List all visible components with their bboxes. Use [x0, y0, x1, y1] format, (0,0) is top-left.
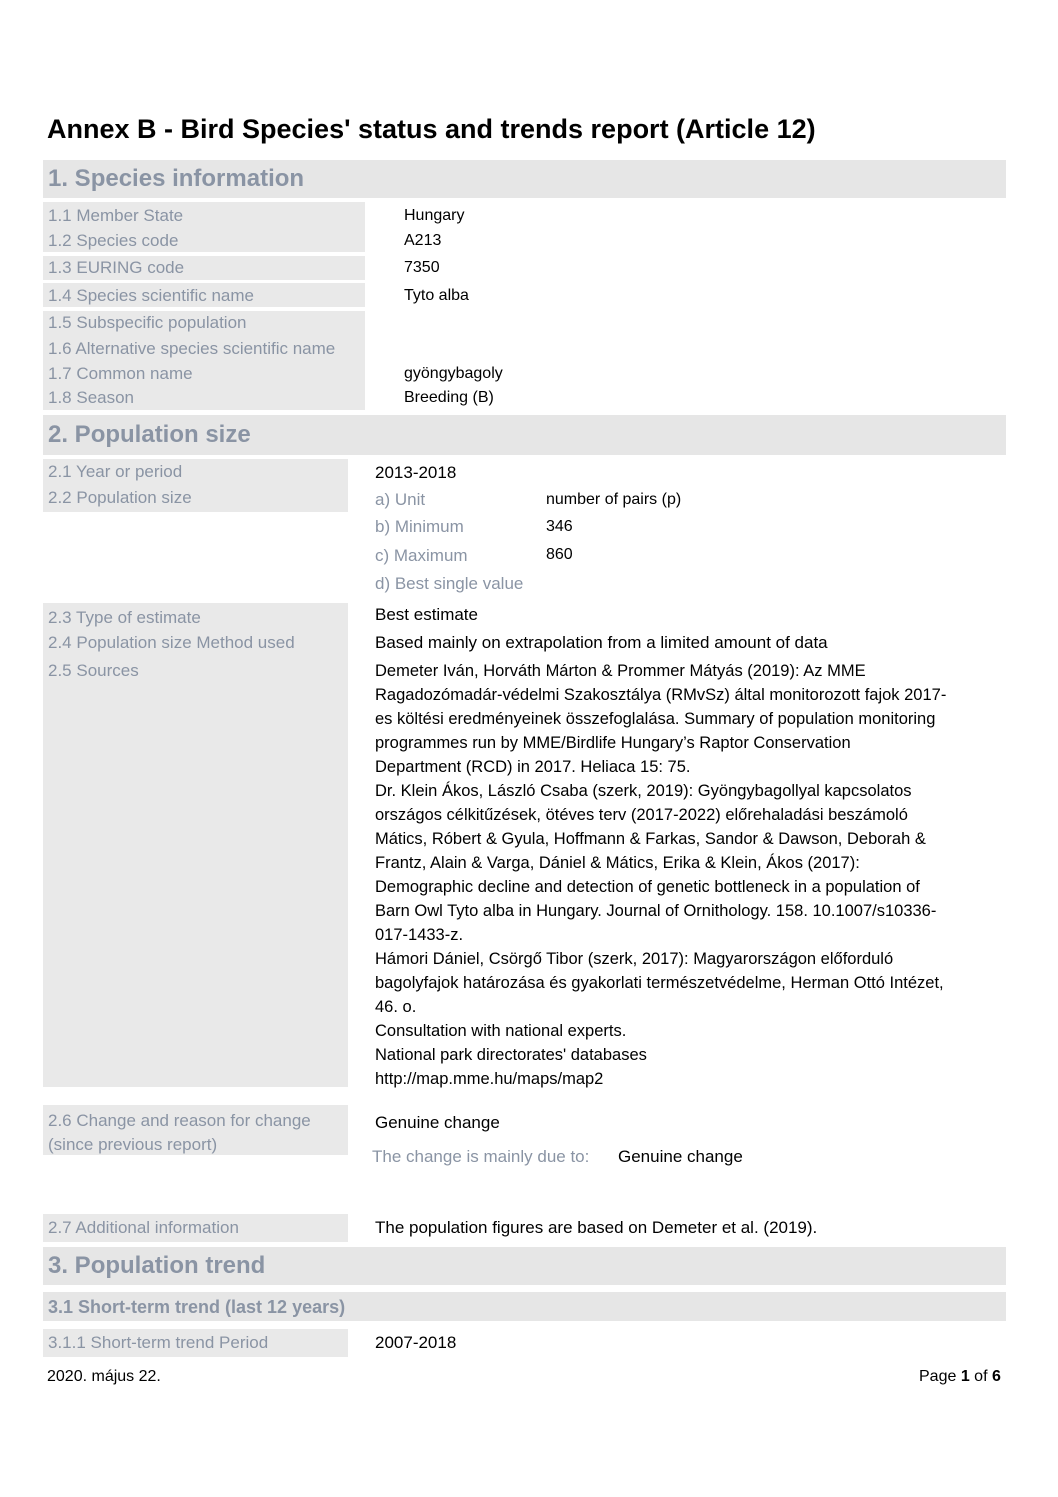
alt-scientific-name-label: 1.6 Alternative species scientific name [48, 339, 336, 358]
additional-info-label: 2.7 Additional information [48, 1218, 239, 1237]
sources-line: Frantz, Alain & Varga, Dániel & Mátics, Erika & Klein, Ákos (2017): [375, 854, 860, 872]
scientific-name-value: Tyto alba [404, 287, 469, 304]
change-reason-label-line2: (since previous report) [48, 1135, 218, 1154]
sources-line: Dr. Klein Ákos, László Csaba (szerk, 2019): Gyöngybagollyal kapcsolatos [375, 782, 912, 800]
common-name-label: 1.7 Common name [48, 364, 193, 383]
scientific-name-label: 1.4 Species scientific name [48, 286, 254, 305]
unit-label: a) Unit [375, 490, 426, 509]
euring-code-label: 1.3 EURING code [48, 258, 185, 277]
unit-value: number of pairs (p) [546, 491, 682, 508]
euring-code-value: 7350 [404, 259, 440, 276]
method-used-value: Based mainly on extrapolation from a limited amount of data [375, 633, 828, 652]
change-value: Genuine change [375, 1113, 500, 1132]
page-current: 1 [960, 1368, 970, 1385]
year-or-period-value: 2013-2018 [375, 463, 457, 482]
page-prefix: Page [919, 1368, 961, 1385]
member-state-label: 1.1 Member State [48, 206, 184, 225]
minimum-label: b) Minimum [375, 517, 464, 536]
section-1-title: 1. Species information [48, 165, 305, 192]
sources-line: Hámori Dániel, Csörgő Tibor (szerk, 2017): Magyarországon előforduló [375, 950, 894, 968]
change-due-value: Genuine change [618, 1147, 743, 1166]
sources-label: 2.5 Sources [48, 661, 139, 680]
sources-line: bagolyfajok határozása és gyakorlati természetvédelme, Herman Ottó Intézet, [375, 974, 944, 992]
year-or-period-label: 2.1 Year or period [48, 462, 183, 481]
footer-date: 2020. május 22. [47, 1368, 161, 1385]
type-of-estimate-value: Best estimate [375, 605, 478, 624]
best-single-value-label: d) Best single value [375, 574, 524, 593]
subspecific-population-label: 1.5 Subspecific population [48, 313, 247, 332]
page-total: 6 [991, 1368, 1001, 1385]
change-reason-label-line1: 2.6 Change and reason for change [48, 1111, 311, 1130]
maximum-value: 860 [546, 546, 573, 563]
sources-line: National park directorates' databases [375, 1046, 647, 1064]
sources-line: programmes run by MME/Birdlife Hungary’s Raptor Conservation [375, 734, 851, 752]
sources-line: Demographic decline and detection of genetic bottleneck in a population of [375, 878, 920, 896]
season-label: 1.8 Season [48, 388, 135, 407]
species-code-value: A213 [404, 232, 442, 249]
species-code-label: 1.2 Species code [48, 231, 179, 250]
season-value: Breeding (B) [404, 389, 494, 406]
sources-line: Department (RCD) in 2017. Heliaca 15: 75. [375, 758, 691, 776]
sources-line: Demeter Iván, Horváth Márton & Prommer Mátyás (2019): Az MME [375, 662, 866, 680]
sources-line: 017-1433-z. [375, 926, 464, 944]
sources-line: országos célkitűzések, ötéves terv (2017-2022) előrehaladási beszámoló [375, 806, 908, 824]
section-3-title: 3. Population trend [48, 1252, 266, 1279]
short-term-period-value: 2007-2018 [375, 1333, 457, 1352]
maximum-label: c) Maximum [375, 546, 468, 565]
sources-line: http://map.mme.hu/maps/map2 [375, 1070, 604, 1088]
page-of: of [969, 1368, 992, 1385]
page-number [919, 1368, 1001, 1386]
document-title: Annex B - Bird Species' status and trends report (Article 12) [47, 114, 816, 144]
minimum-value: 346 [546, 518, 573, 535]
additional-info-value: The population figures are based on Demeter et al. (2019). [375, 1218, 818, 1237]
member-state-value: Hungary [404, 207, 465, 224]
short-term-period-label: 3.1.1 Short-term trend Period [48, 1333, 269, 1352]
sources-line: Barn Owl Tyto alba in Hungary. Journal of Ornithology. 158. 10.1007/s10336- [375, 902, 937, 920]
sources-line: Mátics, Róbert & Gyula, Hoffmann & Farkas, Sandor & Dawson, Deborah & [375, 830, 926, 848]
common-name-value: gyöngybagoly [404, 365, 503, 382]
section-2-title: 2. Population size [48, 421, 251, 448]
sources-line: 46. o. [375, 998, 417, 1016]
method-used-label: 2.4 Population size Method used [48, 633, 295, 652]
sources-line: Consultation with national experts. [375, 1022, 627, 1040]
population-size-label: 2.2 Population size [48, 488, 192, 507]
sources-text [375, 659, 1005, 1091]
subsection-3-1-title: 3.1 Short-term trend (last 12 years) [48, 1297, 346, 1317]
change-due-label: The change is mainly due to: [372, 1147, 590, 1166]
sources-line: es költési eredményeinek összefoglalása. Summary of population monitoring [375, 710, 936, 728]
sources-line: Ragadozómadár-védelmi Szakosztálya (RMvSz) által monitorozott fajok 2017- [375, 686, 947, 704]
type-of-estimate-label: 2.3 Type of estimate [48, 608, 201, 627]
